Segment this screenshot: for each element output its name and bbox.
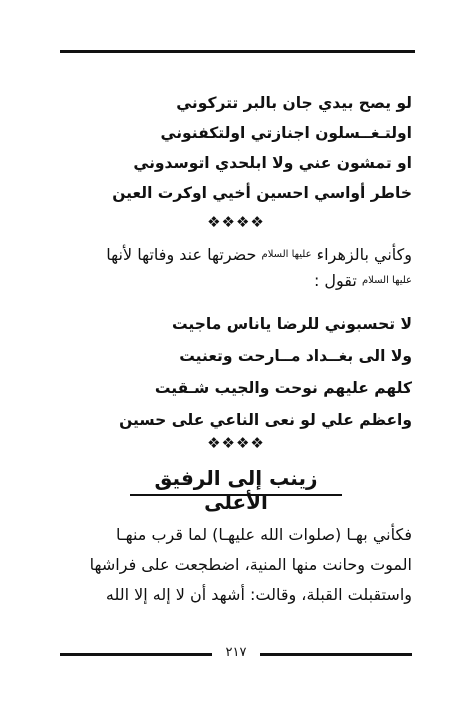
poem-line: لو يصح بيدي جان بالبر تتركوني: [176, 94, 412, 112]
poem-line: خاطر أواسي احسين أخيي اوكرت العين: [112, 184, 412, 202]
prose-paragraph-2: [57, 520, 412, 610]
page-number: ٢١٧: [225, 645, 247, 660]
poem-line: كلهم عليهم نوحت والجيب شـقيت: [154, 379, 412, 397]
prose-line: [57, 242, 412, 268]
prose-line: واستقبلت القبلة، وقالت: أشهد أن لا إله إلا الله: [105, 585, 412, 604]
prose-line: [57, 268, 412, 294]
poem-line: ولا الى بغــداد مــارحت وتعنيت: [179, 347, 412, 365]
honorific-symbol: عليها السلام: [361, 275, 412, 286]
ornament-separator: ❖❖❖❖: [207, 213, 265, 231]
prose-line: فكأني بهـا (صلوات الله عليهـا) لما قرب منهـا: [116, 525, 412, 544]
poem-line: واعظم علي لو نعى الناعي على حسين: [119, 411, 412, 429]
ornament-separator: ❖❖❖❖: [207, 434, 265, 452]
poem-stanza-2: [57, 308, 412, 436]
prose-text: وكأني بالزهراء: [316, 245, 412, 264]
poem-line: او تمشون عني ولا ابلحدي اتوسدوني: [133, 154, 412, 172]
poem-line: لا تحسبوني للرضا ياناس ماجيت: [171, 315, 412, 333]
prose-text: حضرتها عند وفاتها لأنها: [106, 245, 257, 264]
prose-paragraph-1: [57, 242, 412, 294]
prose-line: الموت وحانت منها المنية، اضطجعت على فراشها: [89, 555, 412, 574]
prose-text: تقول :: [313, 271, 357, 290]
section-heading: زينب إلى الرفيق الأعلى: [154, 466, 318, 514]
poem-line: اولتـغــسلون اجنازتي اولتكفنوني: [160, 124, 412, 142]
poem-stanza-1: [57, 88, 412, 208]
footer-rule: [60, 653, 212, 656]
footer-rule: [260, 653, 412, 656]
honorific-symbol: عليها السلام: [261, 249, 312, 260]
top-rule: [60, 50, 415, 53]
heading-underline: [130, 494, 342, 496]
